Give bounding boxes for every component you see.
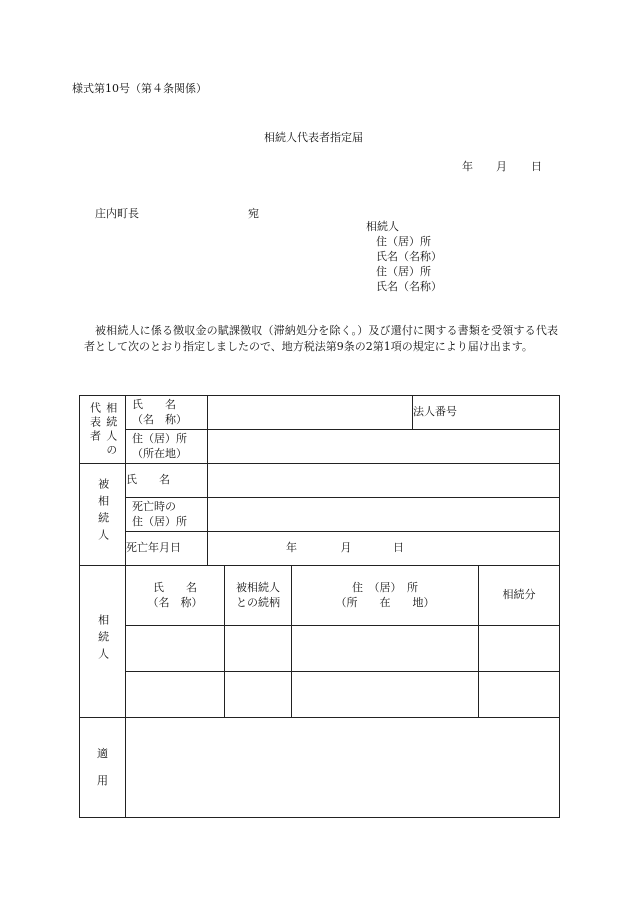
decedent-address-label-cell: [126, 498, 208, 532]
heir-2-name-field[interactable]: [126, 672, 225, 718]
heirs-relation-header-line2: との続柄: [236, 595, 280, 609]
remarks-label-line1: 適: [97, 747, 108, 761]
form-number: 様式第10号（第４条関係）: [72, 82, 207, 95]
heir-2-relation-field[interactable]: [225, 672, 292, 718]
addressee-name: 庄内町長: [95, 207, 139, 220]
heir-1-share-field[interactable]: [479, 626, 560, 672]
heirs-address-header: [292, 566, 479, 626]
representative-name-label-cell: [126, 396, 208, 430]
representative-label-col2: 代表者: [88, 401, 102, 444]
applicant-name-label: 氏名（名称）: [376, 250, 442, 263]
heir-1-relation-field[interactable]: [225, 626, 292, 672]
heirs-name-header-line1: 氏 名: [153, 581, 197, 595]
date-day-label: 日: [531, 160, 542, 173]
heirs-relation-header: [225, 566, 292, 626]
date-year-label: 年: [462, 160, 473, 173]
heir-1-address-field[interactable]: [292, 626, 479, 672]
death-date-field[interactable]: [208, 532, 560, 566]
representative-name-label: 氏 名: [132, 398, 176, 412]
remarks-label: [80, 718, 126, 818]
heir-2-share-field[interactable]: [479, 672, 560, 718]
representative-name-field[interactable]: [208, 396, 413, 430]
decedent-group-label: 被相続人: [80, 464, 126, 566]
decedent-name-label: 氏 名: [126, 464, 208, 498]
form-title: 相続人代表者指定届: [264, 131, 363, 144]
representative-address-label: 住（居）所: [132, 432, 187, 446]
representative-name-sub-label: （名 称）: [132, 412, 187, 426]
decedent-address-label: 死亡時の: [132, 500, 176, 514]
applicant-name-label-2: 氏名（名称）: [376, 280, 442, 293]
death-date-day: 日: [393, 541, 404, 555]
heirs-name-header-line2: （名 称）: [147, 595, 203, 609]
decedent-name-field[interactable]: [208, 464, 560, 498]
form-table: [79, 395, 560, 818]
addressee-suffix: 宛: [248, 207, 259, 220]
heirs-group-label: 相続人: [80, 566, 126, 718]
heirs-relation-header-line1: 被相続人: [236, 581, 280, 595]
heirs-name-header: [126, 566, 225, 626]
applicant-heading: 相続人: [366, 220, 399, 233]
representative-address-label-cell: [126, 430, 208, 464]
death-date-month: 月: [340, 541, 352, 555]
decedent-address-sub-label: 住（居）所: [132, 514, 187, 528]
heirs-share-header: 相続分: [479, 566, 560, 626]
representative-group-label: [80, 396, 126, 464]
date-month-label: 月: [496, 160, 507, 173]
representative-label-col1: 相続人の: [104, 401, 118, 458]
representative-address-sub-label: （所在地）: [132, 446, 187, 460]
heirs-address-header-line2: （所 在 地）: [335, 595, 435, 609]
heirs-address-header-line1: 住 （居） 所: [352, 581, 418, 595]
decedent-address-field[interactable]: [208, 498, 560, 532]
death-date-label: 死亡年月日: [126, 532, 208, 566]
applicant-address-label-2: 住（居）所: [376, 265, 431, 278]
representative-address-field[interactable]: [208, 430, 560, 464]
declaration-text: 被相続人に係る徴収金の賦課徴収（滞納処分を除く。）及び還付に関する書類を受領する代表者として次のとおり指定しましたので、地方税法第9条の2第1項の規定により届け出ます。: [84, 324, 558, 353]
heir-2-address-field[interactable]: [292, 672, 479, 718]
applicant-address-label: 住（居）所: [376, 235, 431, 248]
heir-1-name-field[interactable]: [126, 626, 225, 672]
remarks-field[interactable]: [126, 718, 560, 818]
remarks-label-line2: 用: [97, 773, 108, 787]
death-date-year: 年: [286, 541, 297, 555]
corporate-number-label[interactable]: 法人番号: [413, 396, 560, 430]
